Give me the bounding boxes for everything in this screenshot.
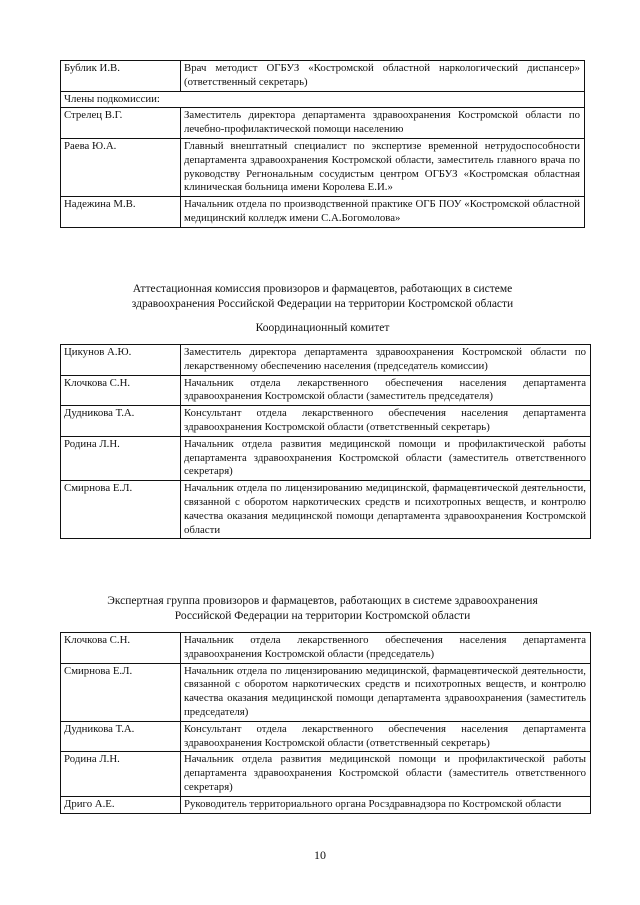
member-position: Начальник отдела по лицензированию медицинской, фармацевтической деятельности, связанной с оборотом наркотических средств и психотропных веществ, и контролю качества оказания медицинской помощи департамента здравоохранения Костромской области: [181, 481, 591, 539]
member-position: Консультант отдела лекарственного обеспечения населения департамента здравоохранения Костромской области (ответственный секретарь): [181, 406, 591, 437]
member-name: Дудникова Т.А.: [61, 406, 181, 437]
member-name: Родина Л.Н.: [61, 436, 181, 480]
member-position: Заместитель директора департамента здравоохранения Костромской области по лекарственному обеспечению населения (председатель комиссии): [181, 345, 591, 376]
member-position: Начальник отдела лекарственного обеспечения населения департамента здравоохранения Костромской области (председатель): [181, 633, 591, 664]
table-row: [61, 61, 585, 92]
member-position: Начальник отдела по производственной практике ОГБ ПОУ «Костромской областной медицинский колледж имени С.А.Богомолова»: [181, 197, 585, 228]
attestation-commission-heading: [60, 282, 585, 312]
heading-line-2: Российской Федерации на территории Костромской области: [174, 610, 471, 622]
member-name: Стрелец В.Г.: [61, 108, 181, 139]
member-name: Родина Л.Н.: [61, 752, 181, 796]
table-row: [61, 345, 591, 376]
member-name: Смирнова Е.Л.: [61, 663, 181, 721]
table-row: [61, 721, 591, 752]
table-row: [61, 752, 591, 796]
expert-group-heading: [60, 594, 585, 624]
member-name: Бублик И.В.: [61, 61, 181, 92]
expert-group-table: [60, 632, 591, 814]
subcommission-table: [60, 60, 585, 228]
table-row: [61, 138, 585, 196]
heading-line-1: Аттестационная комиссия провизоров и фармацевтов, работающих в системе: [132, 283, 513, 295]
table-row: [61, 91, 585, 108]
table-row: [61, 663, 591, 721]
heading-line-1: Экспертная группа провизоров и фармацевтов, работающих в системе здравоохранения: [107, 595, 538, 607]
member-name: Надежина М.В.: [61, 197, 181, 228]
member-position: Врач методист ОГБУЗ «Костромской областной наркологический диспансер» (ответственный секретарь): [181, 61, 585, 92]
member-name: Клочкова С.Н.: [61, 633, 181, 664]
table-row: [61, 436, 591, 480]
member-name: Дудникова Т.А.: [61, 721, 181, 752]
member-name: Смирнова Е.Л.: [61, 481, 181, 539]
table-row: [61, 481, 591, 539]
coordination-committee-heading: Координационный комитет: [255, 322, 390, 334]
member-name: Клочкова С.Н.: [61, 375, 181, 406]
member-position: Начальник отдела по лицензированию медицинской, фармацевтической деятельности, связанной с оборотом наркотических средств и психотропных веществ, и контролю качества оказания медицинской помощи департамента здравоохранения (заместитель председателя): [181, 663, 591, 721]
table-row: [61, 796, 591, 813]
member-position: Начальник отдела лекарственного обеспечения населения департамента здравоохранения Костромской области (заместитель председателя): [181, 375, 591, 406]
member-position: Консультант отдела лекарственного обеспечения населения департамента здравоохранения Костромской области (ответственный секретарь): [181, 721, 591, 752]
member-position: Начальник отдела развития медицинской помощи и профилактической работы департамента здравоохранения Костромской области (заместитель ответственного секретаря): [181, 436, 591, 480]
page-number: 10: [314, 848, 326, 862]
heading-line-2: здравоохранения Российской Федерации на территории Костромской области: [131, 298, 514, 310]
member-position: Начальник отдела развития медицинской помощи и профилактической работы департамента здравоохранения Костромской области (заместитель ответственного секретаря): [181, 752, 591, 796]
table-row: [61, 375, 591, 406]
member-name: Дриго А.Е.: [61, 796, 181, 813]
table-row: [61, 197, 585, 228]
table-row: [61, 633, 591, 664]
member-name: Раева Ю.А.: [61, 138, 181, 196]
table-row: [61, 406, 591, 437]
coordination-committee-table: [60, 344, 591, 539]
table-row: [61, 108, 585, 139]
member-name: Цикунов А.Ю.: [61, 345, 181, 376]
members-label: Члены подкомиссии:: [61, 91, 585, 108]
member-position: Главный внештатный специалист по экспертизе временной нетрудоспособности департамента здравоохранения Костромской области, заместитель главного врача по руководству Регнональным сосудистым центром ОГБУЗ «Костромская областная клиническая больница имени Королева Е.И.»: [181, 138, 585, 196]
member-position: Руководитель территориального органа Росздравнадзора по Костромской области: [181, 796, 591, 813]
member-position: Заместитель директора департамента здравоохранения Костромской области по лечебно-профилактической помощи населению: [181, 108, 585, 139]
